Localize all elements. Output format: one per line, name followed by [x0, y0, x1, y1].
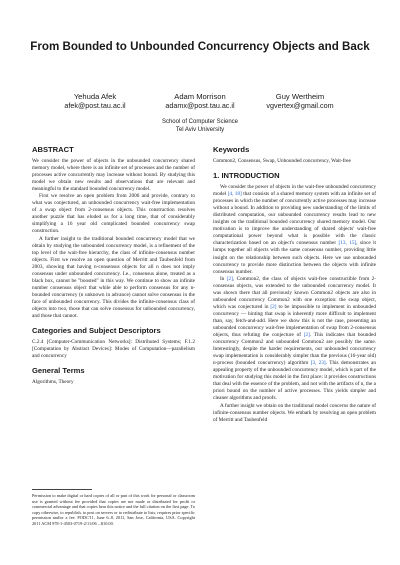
citation-link[interactable]: [3, 23] [310, 360, 326, 367]
paper-title: From Bounded to Unbounded Concurrency Objects and Back [30, 40, 370, 53]
footnote-rule [32, 489, 92, 490]
general-terms-text: Algorithms, Theory [32, 379, 74, 386]
categories-text: C.2.4 [Computer-Communication Networks]: Distributed Systems; F.1.2 [Computation by Abstract Devices]: Modes of Computation—parallelism and concurrency [32, 339, 195, 360]
author-name: Adam Morrison [174, 92, 226, 101]
abstract-paragraph: A further insight to the traditional bounded concurrency model that we obtain by studying the unbounded concurrency model, is a refinement of the top level of the wait-free hierarchy, the class of infinite-consensus number objects. First we resolve an open question of Merritt and Taubenfeld from 2003, showing that having n-consensus objects for all n does not imply consensus under unbounded concurrency. I.e., consensus alone, treated as a black box, cannot be "boosted" in this way. We continue to show an infinite number consensus object that while able to perform consensus for any n-bounded concurrency (n unknown in advance) cannot solve consensus in the face of unbounded concurrency. This divides the infinite-consensus class of objects into two, those that can solve consensus for unbounded concurrency, and those that cannot. [32, 235, 195, 320]
intro-paragraph: A further insight we obtain on the traditional model concerns the nature of infinite-consensus number objects. We embark by resolving an open problem of Merritt and Taubenfeld [213, 402, 376, 423]
author-email: adamx@post.tau.ac.il [165, 101, 235, 110]
author-email: vgvertex@gmail.com [266, 101, 334, 110]
citation-link[interactable]: [13, 15] [338, 240, 357, 247]
general-terms-heading: General Terms [32, 366, 85, 376]
keywords-heading: Keywords [213, 145, 250, 154]
introduction-heading: 1. INTRODUCTION [213, 171, 280, 181]
author-block [40, 92, 150, 110]
citation-link[interactable]: [2] [303, 332, 310, 339]
keywords-text: Common2, Consensus, Swap, Unbounded concurrency, Wait-free [213, 158, 351, 164]
abstract-paragraph: We consider the power of objects in the unbounded concurrency shared memory model, where there is an infinite set of processes and the number of processes active concurrently may increase without bound. By studying this model we obtain new results and observations that are relevant and meaningful to the standard bounded concurrency model. [32, 158, 195, 193]
citation-link[interactable]: [4, 18] [227, 191, 242, 198]
citation-link[interactable]: [2] [270, 303, 277, 310]
right-column [213, 145, 376, 424]
citation-link[interactable]: [2] [226, 275, 233, 282]
introduction-text [213, 184, 376, 424]
affiliation-line: School of Computer Science [161, 119, 239, 125]
intro-paragraph: In [2], Common2, the class of objects wait-free constructible from 2-consensus objects, was extended to the unbounded concurrency model. It was shown there that all previously known Common2 objects are also in unbounded concurrency Common2 with one exception: the swap object, which was conjectured in [2] to be impossible to implement in unbounded concurrency — hinting that swap is inherently more difficult to implement than, say, fetch-and-add. Here we show this is not the case, presenting an unbounded concurrency wait-free implementation of swap from 2-consensus objects, thus refuting the conjecture of [2]. This indicates that bounded concurrency Common2 and unbounded Common2 are possibly the same. Interestingly, despite the harder requirements, our unbounded concurrency swap implementation is considerably simpler than the previous (16-year old) n-process (bounded concurrency) algorithm [3, 23]. This demonstrates an appealing property of the unbounded concurrency model, which is part of the motivation for studying this model in the first place: it provides constructions that deal with the essence of the problem, and not with the artifacts of n, the a priori bound on the number of active processes. This yields simpler and cleaner algorithms and proofs. [213, 275, 377, 402]
intro-paragraph: We consider the power of objects in the wait-free unbounded concurrency model [4, 18] that consists of a shared memory system with an infinite set of processes in which the number of concurrently active processes may increase without a bound. In addition to providing new understanding of the limits of distributed computation, our unbounded concurrency results lead to new insights on the traditional bounded concurrency shared memory model. Our motivation is to improve the understanding of shared objects' wait-free computational power beyond what is possible with the classic characterization based on an object's consensus number [13, 15], since it lumps together all objects with the same consensus number, providing little insight on the relationship between such objects. Here we use unbounded concurrency to provide more distinction between the objects with infinite consensus number. [213, 184, 376, 275]
categories-heading: Categories and Subject Descriptors [32, 326, 161, 336]
abstract-heading: ABSTRACT [32, 145, 74, 154]
affiliation-line: Tel Aviv University [175, 126, 225, 133]
author-email: afek@post.tau.ac.il [64, 101, 126, 110]
copyright-notice [32, 489, 195, 527]
author-block [145, 92, 255, 110]
affiliation [100, 119, 300, 134]
author-name: Guy Wertheim [275, 92, 325, 101]
author-name: Yehuda Afek [73, 92, 117, 101]
left-column [32, 145, 195, 386]
abstract-paragraph: First we resolve an open problem from 2006 and provide, contrary to what was conjectured, an unbounded concurrency wait-free implementation of a swap object from 2-consensus objects. This construction resolves another puzzle that has eluded us for a long time, that of considerably simplifying a 16 year old complicated bounded concurrency swap construction. [32, 193, 195, 235]
author-block [240, 92, 360, 110]
abstract-text [32, 158, 195, 320]
copyright-text: Permission to make digital or hard copies of all or part of this work for personal or classroom use is granted without fee provided that copies are not made or distributed for profit or commercial advantage and that copies bear this notice and the full citation on the first page. To copy otherwise, to republish, to post on servers or to redistribute to lists, requires prior specific permission and/or a fee. PODC'11, June 6–8, 2011, San Jose, California, USA. Copyright 2011 ACM 978-1-4503-0719-2/11/06 ...$10.00. [32, 493, 196, 526]
